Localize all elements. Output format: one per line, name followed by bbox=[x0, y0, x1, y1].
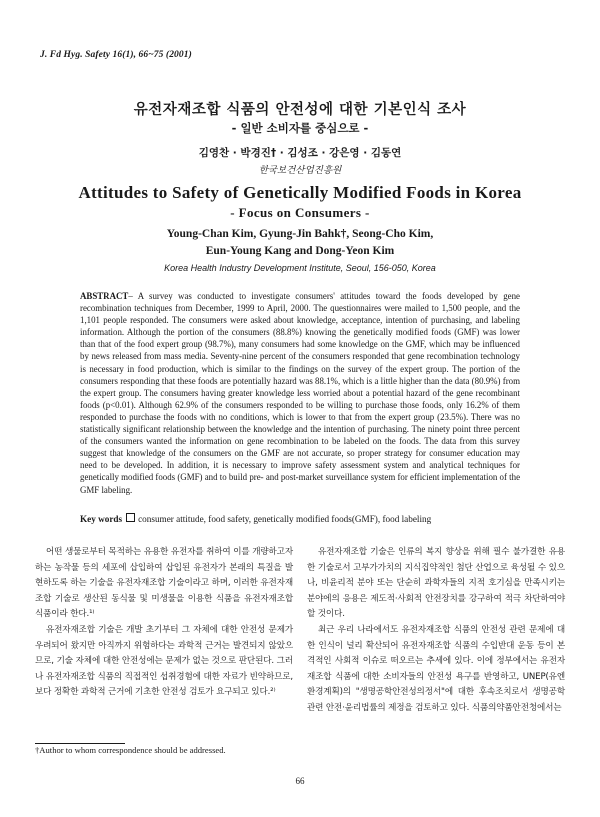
korean-affiliation: 한국보건산업진흥원 bbox=[258, 165, 342, 176]
abstract-label: ABSTRACT bbox=[80, 291, 129, 301]
footnote: †Author to whom correspondence should be addressed. bbox=[35, 745, 226, 755]
body-paragraph: 유전자재조합 기술은 인류의 복지 향상을 위해 필수 불가결한 유용한 기술로서 고부가가치의 지식집약적인 첨단 산업으로 육성될 수 있으나, 비윤리적 분야 또는 단순히 과학자들의 지적 호기심을 만족시키는 분야에의 응용은 제도적·사회적 안전장치를 강구하여 적극 차단하여야 할 것이다. bbox=[307, 547, 565, 620]
english-affiliation: Korea Health Industry Development Institute, Seoul, 156-050, Korea bbox=[164, 263, 436, 273]
body-column-left bbox=[35, 545, 293, 701]
keywords-text: consumer attitude, food safety, genetically modified foods(GMF), food labeling bbox=[138, 514, 432, 524]
body-paragraph: 유전자재조합 기술은 개발 초기부터 그 자체에 대한 안전성 문제가 우려되어 왔지만 아직까지 위험하다는 과학적 근거는 발견되지 않았으므로, 기술 자체에 대한 안전성에는 문제가 없는 것으로 판단된다. 그러나 유전자재조합 식품의 직접적인 섭취경험에 대한 자료가 빈약하므로, 보다 정확한 과학적 근거에 기초한 안전성 검토가 요구되고 있다.²⁾ bbox=[35, 624, 293, 698]
korean-authors: 김영찬 · 박경진† · 김성조 · 강은영 · 김동연 bbox=[198, 147, 402, 159]
english-authors-line2: Eun-Young Kang and Dong-Yeon Kim bbox=[205, 245, 395, 257]
checkbox-icon bbox=[126, 513, 135, 522]
abstract bbox=[80, 290, 520, 496]
korean-subtitle: - 일반 소비자를 중심으로 - bbox=[231, 121, 369, 135]
abstract-text: – A survey was conducted to investigate consumers' attitudes toward the foods developed by gene recombination techniques from December, 1999 to April, 2000. The questionnaires were mailed to 1,500 people, and the 1,101 people responded. The consumers were asked about knowledge, acceptance, intention of purchasing, and labeling information. Although the portion of the consumers (88.8%) knowing the genetically modified foods (GMF) was lower than that of the food expert group (98.7%), many consumers had some knowledge on the GMF, which may be influenced by news released from mass media. Seventy-nine percent of the consumers responded that gene recombination technology is necessary in food production, which is similar to the findings on the survey of the expert group. The portion of the consumers responding that these foods are potentially hazard was 88.1%, which is a little higher than the data (80.9%) from the expert group. The consumers having greater knowledge less worried about a potential hazard of the gene recombinant foods (p<0.01). Although 62.9% of the consumers responded to be willing to purchase those foods, only 16.2% of them responded to purchase the foods with no conditions, which is lower to that from the expert group (23.5%). There was no statistically significant relationship between the knowledge and the intention of purchasing. The ninety point three percent of the consumers wanted the information on gene recombination to be labeled on the foods. The data from this survey suggest that knowledge of the consumers on the GMF are not accurate, so proper strategy for consumer education may need to be developed. In addition, it is necessary to improve safety assessment system and analytical techniques for genetically modified foods (GMF) and to build pre- and post-market surveillance system for efficient implementation of the GMF labeling. bbox=[80, 291, 521, 495]
body-paragraph: 어떤 생물로부터 목적하는 유용한 유전자를 취하여 이를 개량하고자 하는 농작물 등의 세포에 삽입하여 삽입된 유전자가 본래의 특질을 발현하도록 하는 기술을 유전자재조합 기술이라고 하며, 이러한 유전자재조합 기술로 생산된 동식물 및 미생물을 이용한 식품을 유전자재조합 식품이라 한다.¹⁾ bbox=[35, 547, 293, 620]
english-subtitle: - Focus on Consumers - bbox=[230, 205, 370, 220]
korean-title: 유전자재조합 식품의 안전성에 대한 기본인식 조사 bbox=[133, 102, 467, 118]
page-number: 66 bbox=[295, 776, 305, 786]
keywords bbox=[80, 513, 530, 524]
body-paragraph: 최근 우리 나라에서도 유전자재조합 식품의 안전성 관련 문제에 대한 인식이 널리 확산되어 유전자재조합 식품의 수입반대 운동 등이 본격적인 사회적 이슈로 떠오르는 추세에 있다. 이에 정부에서는 유전자재조합 식품에 대한 소비자들의 안전성 욕구를 반영하고, UNEP(유엔환경계획)의 "생명공학안전성의정서"에 대한 후속조치로서 생명공학 관련 안전·윤리법률의 제정을 검토하고 있다. 식품의약품안전청에서는 bbox=[307, 624, 565, 713]
english-authors-line1: Young-Chan Kim, Gyung-Jin Bahk†, Seong-Cho Kim, bbox=[166, 228, 434, 240]
keywords-label: Key words bbox=[80, 514, 123, 524]
body-column-right bbox=[307, 545, 565, 717]
footnote-divider bbox=[35, 743, 125, 744]
english-title: Attitudes to Safety of Genetically Modified Foods in Korea bbox=[78, 183, 522, 202]
journal-reference: J. Fd Hyg. Safety 16(1), 66~75 (2001) bbox=[40, 50, 192, 60]
